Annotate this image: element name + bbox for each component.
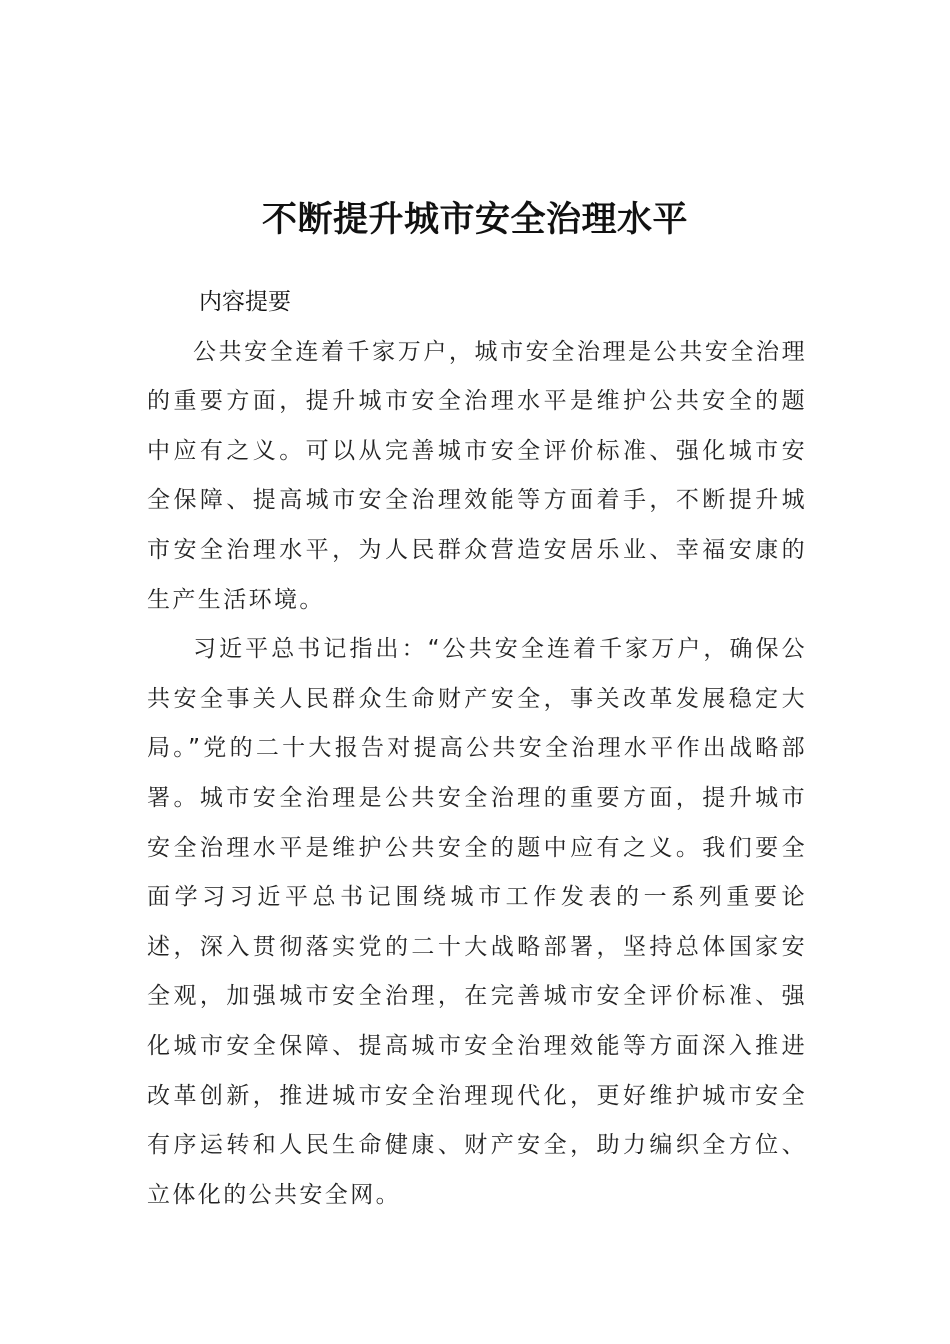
summary-heading: 内容提要 <box>199 289 291 315</box>
summary-paragraph: 公共安全连着千家万户，城市安全治理是公共安全治理的重要方面，提升城市安全治理水平是维护公共安全的题中应有之义。可以从完善城市安全评价标准、强化城市安全保障、提高城市安全治理效能等方面着手，不断提升城市安全治理水平，为人民群众营造安居乐业、幸福安康的生产生活环境。 <box>147 338 807 613</box>
document-body <box>147 278 807 1220</box>
body-paragraph: 习近平总书记指出：“公共安全连着千家万户，确保公共安全事关人民群众生命财产安全，事关改革发展稳定大局。”党的二十大报告对提高公共安全治理水平作出战略部署。城市安全治理是公共安全治理的重要方面，提升城市安全治理水平是维护公共安全的题中应有之义。我们要全面学习习近平总书记围绕城市工作发表的一系列重要论述，深入贯彻落实党的二十大战略部署，坚持总体国家安全观，加强城市安全治理，在完善城市安全评价标准、强化城市安全保障、提高城市安全治理效能等方面深入推进改革创新，推进城市安全治理现代化，更好维护城市安全有序运转和人民生命健康、财产安全，助力编织全方位、立体化的公共安全网。 <box>147 636 807 1208</box>
document-title: 不断提升城市安全治理水平 <box>261 199 688 241</box>
